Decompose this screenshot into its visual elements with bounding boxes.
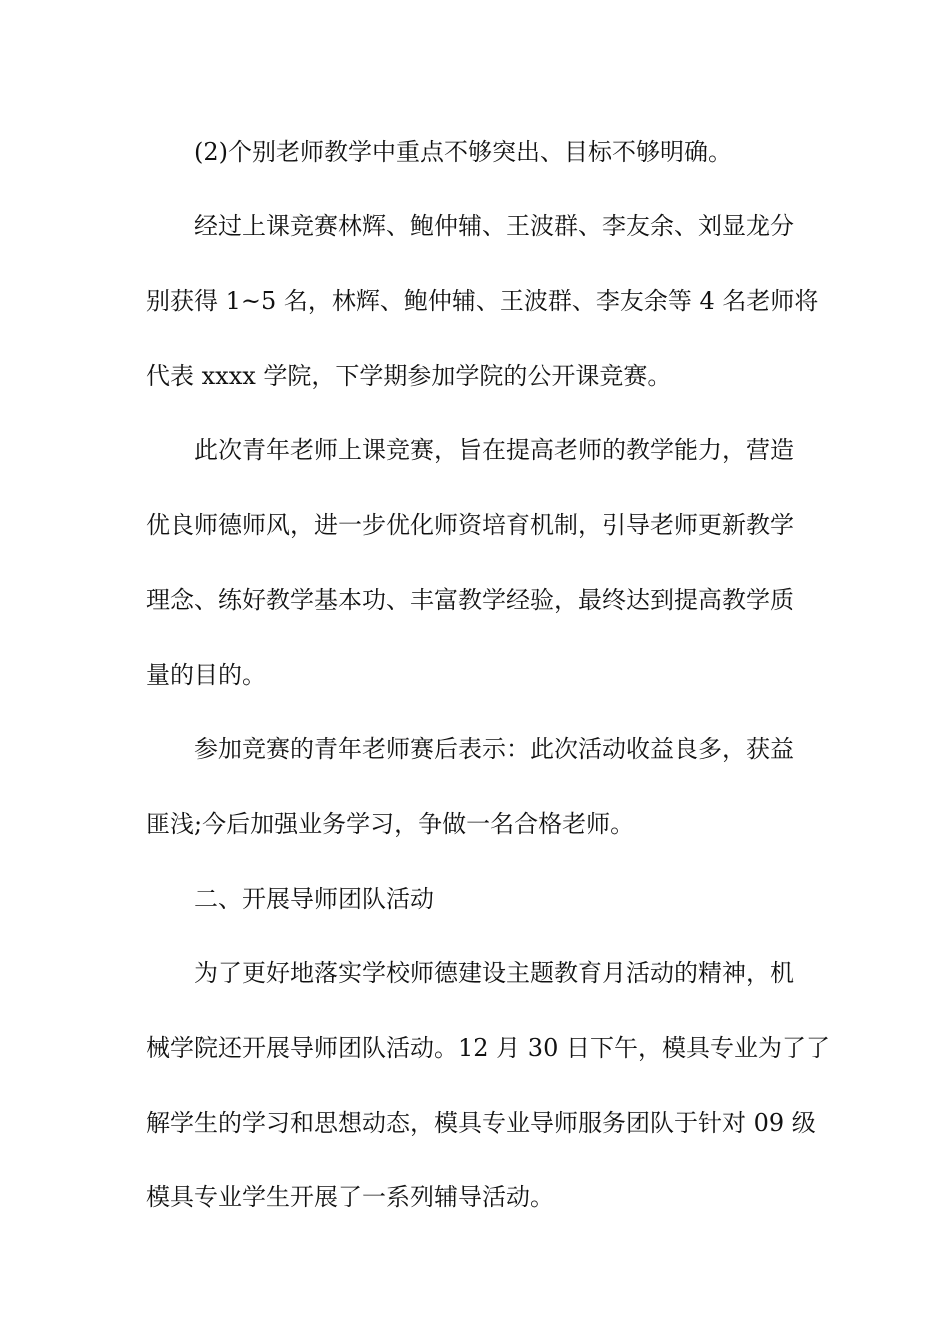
paragraph-3-line-4: 量的目的。 — [146, 661, 266, 689]
paragraph-2-line-1: 经过上课竞赛林辉、鲍仲辅、王波群、李友余、刘显龙分 — [194, 212, 794, 240]
paragraph-5-line-3: 解学生的学习和思想动态，模具专业导师服务团队于针对 09 级 — [146, 1109, 816, 1137]
paragraph-4-line-2: 匪浅;今后加强业务学习，争做一名合格老师。 — [146, 810, 635, 838]
paragraph-1-line-1: (2)个别老师教学中重点不够突出、目标不够明确。 — [194, 138, 732, 166]
paragraph-2-line-2: 别获得 1~5 名，林辉、鲍仲辅、王波群、李友余等 4 名老师将 — [146, 287, 819, 315]
paragraph-2-line-3: 代表 xxxx 学院，下学期参加学院的公开课竞赛。 — [146, 362, 672, 390]
paragraph-5-line-1: 为了更好地落实学校师德建设主题教育月活动的精神，机 — [194, 959, 794, 987]
paragraph-3-line-3: 理念、练好教学基本功、丰富教学经验，最终达到提高教学质 — [146, 586, 794, 614]
paragraph-3-line-2: 优良师德师风，进一步优化师资培育机制，引导老师更新教学 — [146, 511, 794, 539]
paragraph-3-line-1: 此次青年老师上课竞赛，旨在提高老师的教学能力，营造 — [194, 436, 794, 464]
section-heading-2: 二、开展导师团队活动 — [194, 885, 434, 913]
paragraph-4-line-1: 参加竞赛的青年老师赛后表示：此次活动收益良多，获益 — [194, 735, 794, 763]
paragraph-5-line-2: 械学院还开展导师团队活动。12 月 30 日下午，模具专业为了了 — [146, 1034, 830, 1062]
paragraph-5-line-4: 模具专业学生开展了一系列辅导活动。 — [146, 1183, 554, 1211]
